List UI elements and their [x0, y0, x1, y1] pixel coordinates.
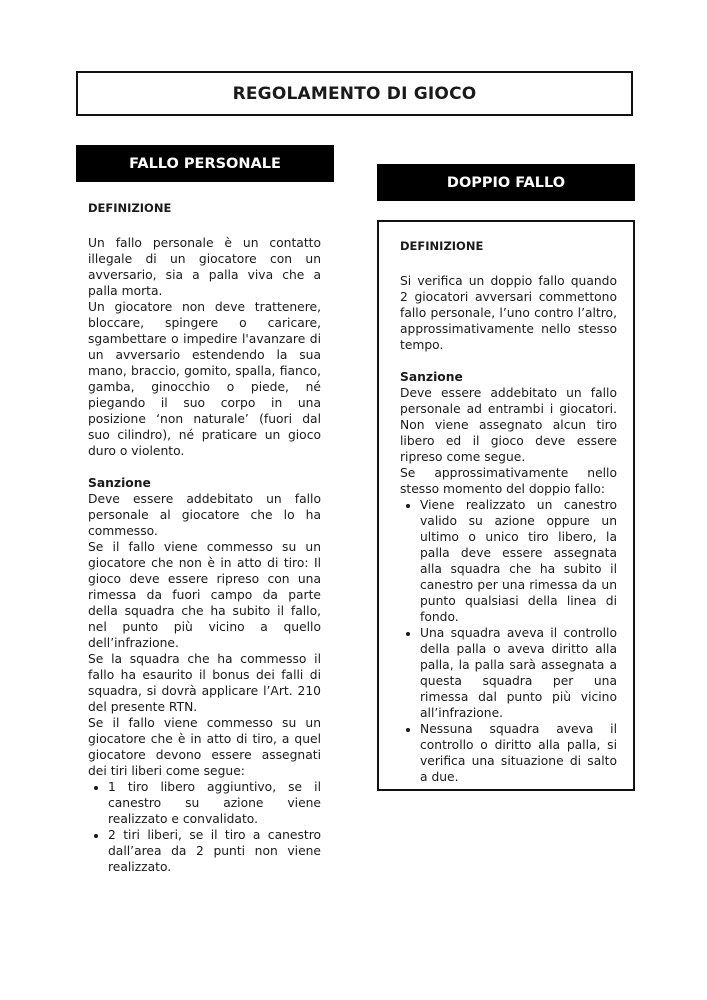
definition-paragraph: Un fallo personale è un contatto illegale di un giocatore con un avversario, sia a palla viva che a palla morta. — [88, 236, 321, 298]
list-item: • 1 tiro libero aggiuntivo, se il canestro su azione viene realizzato e convalidato. — [108, 779, 321, 827]
sanction-paragraph: Deve essere addebitato un fallo personale al giocatore che lo ha commesso. — [88, 492, 321, 538]
section-banner-fallo-personale — [76, 145, 334, 182]
sanction-paragraph: Deve essere addebitato un fallo personale ad entrambi i giocatori. Non viene assegnato alcun tiro libero ed il gioco deve essere ripreso come segue. — [400, 386, 617, 464]
bullet-list — [400, 497, 617, 785]
sanction-paragraph: Se la squadra che ha commesso il fallo ha esaurito il bonus dei falli di squadra, si dovrà applicare l’Art. 210 del presente RTN. — [88, 652, 321, 714]
sanction-label: Sanzione — [88, 476, 151, 490]
list-item: • 2 tiri liberi, se il tiro a canestro dall’area da 2 punti non viene realizzato. — [108, 827, 321, 875]
list-item: • Nessuna squadra aveva il controllo o diritto alla palla, si verifica una situazione di salto a due. — [420, 721, 617, 785]
list-item: • Una squadra aveva il controllo della palla o aveva diritto alla palla, la palla sarà assegnata a questa squadra per una rimessa dal punto più vicino all’infrazione. — [420, 625, 617, 721]
list-item: • Viene realizzato un canestro valido su azione oppure un ultimo o unico tiro libero, la palla deve essere assegnata alla squadra che ha subito il canestro per una rimessa da un punto qualsiasi della linea di fondo. — [420, 497, 617, 625]
banner-label: FALLO PERSONALE — [129, 155, 281, 172]
definition-label: DEFINIZIONE — [88, 201, 172, 215]
section-banner-doppio-fallo — [377, 164, 635, 201]
column-fallo-personale — [88, 200, 321, 875]
page-title-box — [76, 71, 633, 116]
definition-paragraph: Si verifica un doppio fallo quando 2 giocatori avversari commettono fallo personale, l’uno contro l’altro, approssimativamente nello stesso tempo. — [400, 274, 617, 352]
sanction-paragraph: Se approssimativamente nello stesso momento del doppio fallo: — [400, 466, 617, 496]
definition-paragraph: Un giocatore non deve trattenere, bloccare, spingere o caricare, sgambettare o impedire l'avanzare di un avversario estendendo la sua mano, braccio, gomito, spalla, fianco, gamba, ginocchio o piede, né piegando il suo corpo in una posizione ‘non naturale’ (fuori dal suo cilindro), né praticare un gioco duro o violento. — [88, 300, 321, 458]
sanction-paragraph: Se il fallo viene commesso su un giocatore che non è in atto di tiro: Il gioco deve essere ripreso con una rimessa da fuori campo da parte della squadra che ha subito il fallo, nel punto più vicino a quello dell’infrazione. — [88, 540, 321, 650]
sanction-paragraph: Se il fallo viene commesso su un giocatore che è in atto di tiro, a quel giocatore devono essere assegnati dei tiri liberi come segue: — [88, 716, 321, 778]
column-doppio-fallo — [400, 238, 617, 785]
sanction-label: Sanzione — [400, 370, 463, 384]
doppio-fallo-box — [377, 220, 635, 791]
banner-label: DOPPIO FALLO — [446, 174, 566, 191]
definition-label: DEFINIZIONE — [400, 239, 484, 253]
bullet-list — [88, 779, 321, 875]
page-title: REGOLAMENTO DI GIOCO — [232, 83, 477, 104]
